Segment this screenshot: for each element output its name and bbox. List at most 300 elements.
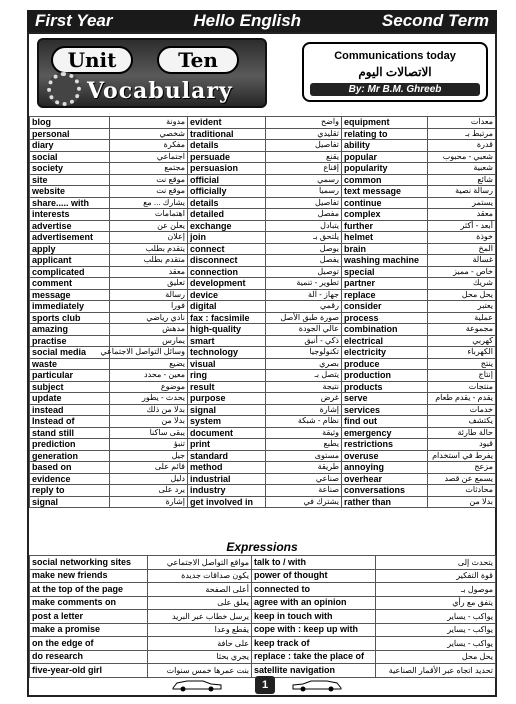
expression-row bbox=[30, 596, 496, 610]
expression-row bbox=[30, 637, 496, 651]
english-word: common bbox=[342, 174, 428, 186]
english-word: subject bbox=[30, 381, 110, 393]
arabic-meaning: حالة طارئة bbox=[428, 427, 496, 439]
expression-text: five-year-old girl bbox=[30, 664, 148, 678]
top-banner bbox=[27, 10, 497, 32]
vocab-row bbox=[30, 485, 496, 497]
english-word: popularity bbox=[342, 163, 428, 175]
english-word: further bbox=[342, 220, 428, 232]
vocab-row bbox=[30, 266, 496, 278]
arabic-meaning: يقدم - يقدم طعام bbox=[428, 393, 496, 405]
english-word: method bbox=[188, 462, 266, 474]
english-word: products bbox=[342, 381, 428, 393]
vocab-row bbox=[30, 335, 496, 347]
english-word: message bbox=[30, 289, 110, 301]
vocab-row bbox=[30, 197, 496, 209]
arabic-meaning: غرض bbox=[266, 393, 342, 405]
expression-text: connected to bbox=[252, 583, 376, 597]
expression-meaning: يعلق على bbox=[148, 596, 252, 610]
topic-box bbox=[302, 42, 488, 102]
english-word: get involved in bbox=[188, 496, 266, 508]
arabic-meaning: يتقدم بطلب bbox=[110, 243, 188, 255]
english-word: print bbox=[188, 439, 266, 451]
english-word: development bbox=[188, 278, 266, 290]
arabic-meaning: يطبع bbox=[266, 439, 342, 451]
vocab-row bbox=[30, 312, 496, 324]
arabic-meaning: مدهش bbox=[110, 324, 188, 336]
english-word: system bbox=[188, 416, 266, 428]
expression-text: agree with an opinion bbox=[252, 596, 376, 610]
english-word: officially bbox=[188, 186, 266, 198]
arabic-meaning: مرتبط بـ bbox=[428, 128, 496, 140]
expression-meaning: يجري بحثا bbox=[148, 650, 252, 664]
english-word: social bbox=[30, 151, 110, 163]
expression-text: keep track of bbox=[252, 637, 376, 651]
arabic-meaning: يكتشف bbox=[428, 416, 496, 428]
english-word: helmet bbox=[342, 232, 428, 244]
vocab-row bbox=[30, 439, 496, 451]
english-word: electricity bbox=[342, 347, 428, 359]
vocab-row bbox=[30, 404, 496, 416]
expression-text: replace : take the place of bbox=[252, 650, 376, 664]
arabic-meaning: معقد bbox=[428, 209, 496, 221]
topic-title-ar: الاتصالات اليوم bbox=[358, 65, 432, 79]
english-word: based on bbox=[30, 462, 110, 474]
arabic-meaning: مستوى bbox=[266, 450, 342, 462]
english-word: sports club bbox=[30, 312, 110, 324]
arabic-meaning: إشارة bbox=[266, 404, 342, 416]
vocab-row bbox=[30, 151, 496, 163]
english-word: digital bbox=[188, 301, 266, 313]
arabic-meaning: قدرة bbox=[428, 140, 496, 152]
english-word: find out bbox=[342, 416, 428, 428]
english-word: generation bbox=[30, 450, 110, 462]
expression-meaning: يحل محل bbox=[376, 650, 496, 664]
arabic-meaning: صناعة bbox=[266, 485, 342, 497]
vocab-row bbox=[30, 347, 496, 359]
english-word: electrical bbox=[342, 335, 428, 347]
english-word: diary bbox=[30, 140, 110, 152]
arabic-meaning: رقمي bbox=[266, 301, 342, 313]
arabic-meaning: موقع نت bbox=[110, 174, 188, 186]
expression-row bbox=[30, 623, 496, 637]
english-word: instead bbox=[30, 404, 110, 416]
english-word: connect bbox=[188, 243, 266, 255]
english-word: ring bbox=[188, 370, 266, 382]
english-word: technology bbox=[188, 347, 266, 359]
arabic-meaning: دليل bbox=[110, 473, 188, 485]
arabic-meaning: فورا bbox=[110, 301, 188, 313]
english-word: persuade bbox=[188, 151, 266, 163]
arabic-meaning: إعلان bbox=[110, 232, 188, 244]
english-word: serve bbox=[342, 393, 428, 405]
english-word: disconnect bbox=[188, 255, 266, 267]
english-word: evidence bbox=[30, 473, 110, 485]
arabic-meaning: تقليدي bbox=[266, 128, 342, 140]
english-word: applicant bbox=[30, 255, 110, 267]
english-word: interests bbox=[30, 209, 110, 221]
arabic-meaning: محادثات bbox=[428, 485, 496, 497]
arabic-meaning: خاص - مميز bbox=[428, 266, 496, 278]
car-icon bbox=[291, 678, 343, 692]
english-word: exchange bbox=[188, 220, 266, 232]
expression-meaning: مواقع التواصل الاجتماعي bbox=[148, 556, 252, 570]
vocab-row bbox=[30, 393, 496, 405]
english-word: social media bbox=[30, 347, 110, 359]
english-word: partner bbox=[342, 278, 428, 290]
arabic-meaning: جيل bbox=[110, 450, 188, 462]
arabic-meaning: خوذة bbox=[428, 232, 496, 244]
arabic-meaning: بصري bbox=[266, 358, 342, 370]
english-word: rather than bbox=[342, 496, 428, 508]
expression-text: make a promise bbox=[30, 623, 148, 637]
arabic-meaning: معين - محدد bbox=[110, 370, 188, 382]
arabic-meaning: بدلا من bbox=[110, 416, 188, 428]
expression-text: talk to / with bbox=[252, 556, 376, 570]
english-word: process bbox=[342, 312, 428, 324]
arabic-meaning: واضح bbox=[266, 117, 342, 129]
vocab-row bbox=[30, 370, 496, 382]
arabic-meaning: طريقة bbox=[266, 462, 342, 474]
english-word: traditional bbox=[188, 128, 266, 140]
arabic-meaning: صورة طبق الأصل bbox=[266, 312, 342, 324]
expression-meaning: قوة التفكير bbox=[376, 569, 496, 583]
arabic-meaning: بدلا من ذلك bbox=[110, 404, 188, 416]
arabic-meaning: خدمات bbox=[428, 404, 496, 416]
english-word: standard bbox=[188, 450, 266, 462]
arabic-meaning: رسالة bbox=[110, 289, 188, 301]
english-word: reply to bbox=[30, 485, 110, 497]
english-word: signal bbox=[30, 496, 110, 508]
english-word: practise bbox=[30, 335, 110, 347]
vocab-row bbox=[30, 278, 496, 290]
arabic-meaning: يمارس bbox=[110, 335, 188, 347]
english-word: services bbox=[342, 404, 428, 416]
topic-title-en: Communications today bbox=[334, 50, 456, 62]
english-word: details bbox=[188, 140, 266, 152]
expression-text: make new friends bbox=[30, 569, 148, 583]
english-word: popular bbox=[342, 151, 428, 163]
arabic-meaning: يلتحق بـ bbox=[266, 232, 342, 244]
arabic-meaning: إشارة bbox=[110, 496, 188, 508]
arabic-meaning: شخصي bbox=[110, 128, 188, 140]
vocab-row bbox=[30, 496, 496, 508]
arabic-meaning: نتيجة bbox=[266, 381, 342, 393]
arabic-meaning: جهاز - آلة bbox=[266, 289, 342, 301]
english-word: evident bbox=[188, 117, 266, 129]
arabic-meaning: أبعد - أكثر bbox=[428, 220, 496, 232]
arabic-meaning: بدلا من bbox=[428, 496, 496, 508]
english-word: ability bbox=[342, 140, 428, 152]
vocab-row bbox=[30, 117, 496, 129]
arabic-meaning: يبقى ساكنا bbox=[110, 427, 188, 439]
english-word: conversations bbox=[342, 485, 428, 497]
english-word: purpose bbox=[188, 393, 266, 405]
arabic-meaning: ينتج bbox=[428, 358, 496, 370]
expression-meaning: يواكب - يساير bbox=[376, 637, 496, 651]
english-word: production bbox=[342, 370, 428, 382]
vocab-row bbox=[30, 381, 496, 393]
arabic-meaning: وسائل التواصل الاجتماعي bbox=[110, 347, 188, 359]
english-word: replace bbox=[342, 289, 428, 301]
arabic-meaning: اهتمامات bbox=[110, 209, 188, 221]
arabic-meaning: معقد bbox=[110, 266, 188, 278]
expression-text: at the top of the page bbox=[30, 583, 148, 597]
english-word: personal bbox=[30, 128, 110, 140]
english-word: details bbox=[188, 197, 266, 209]
english-word: fax : facsimile bbox=[188, 312, 266, 324]
vocab-row bbox=[30, 186, 496, 198]
expression-meaning: أعلى الصفحة bbox=[148, 583, 252, 597]
banner-book-title: Hello English bbox=[193, 11, 302, 30]
arabic-meaning: إقناع bbox=[266, 163, 342, 175]
arabic-meaning: نادي رياضي bbox=[110, 312, 188, 324]
english-word: produce bbox=[342, 358, 428, 370]
english-word: brain bbox=[342, 243, 428, 255]
expression-meaning: يتحدث إلى bbox=[376, 556, 496, 570]
arabic-meaning: عملية bbox=[428, 312, 496, 324]
expressions-heading: Expressions bbox=[226, 540, 298, 554]
arabic-meaning: مفصل bbox=[266, 209, 342, 221]
vocab-row bbox=[30, 416, 496, 428]
vocab-row bbox=[30, 128, 496, 140]
expression-row bbox=[30, 583, 496, 597]
expression-row bbox=[30, 664, 496, 678]
vocab-row bbox=[30, 450, 496, 462]
english-word: apply bbox=[30, 243, 110, 255]
arabic-meaning: شريك bbox=[428, 278, 496, 290]
expression-meaning: يتفق مع رأي bbox=[376, 596, 496, 610]
english-word: detailed bbox=[188, 209, 266, 221]
arabic-meaning: غسالة bbox=[428, 255, 496, 267]
english-word: overhear bbox=[342, 473, 428, 485]
english-word: advertise bbox=[30, 220, 110, 232]
arabic-meaning: عالي الجودة bbox=[266, 324, 342, 336]
arabic-meaning: توصيل bbox=[266, 266, 342, 278]
arabic-meaning: شائع bbox=[428, 174, 496, 186]
expression-text: cope with : keep up with bbox=[252, 623, 376, 637]
english-word: washing machine bbox=[342, 255, 428, 267]
expression-meaning: يكون صداقات جديدة bbox=[148, 569, 252, 583]
arabic-meaning: الكهرباء bbox=[428, 347, 496, 359]
expression-meaning: تحديد اتجاه عبر الأقمار الصناعية bbox=[376, 664, 496, 678]
arabic-meaning: تفاصيل bbox=[266, 197, 342, 209]
arabic-meaning: يسمع عن قصد bbox=[428, 473, 496, 485]
english-word: complex bbox=[342, 209, 428, 221]
expression-text: post a letter bbox=[30, 610, 148, 624]
english-word: join bbox=[188, 232, 266, 244]
arabic-meaning: تنبؤ bbox=[110, 439, 188, 451]
english-word: stand still bbox=[30, 427, 110, 439]
car-icon bbox=[171, 678, 223, 692]
vocab-row bbox=[30, 427, 496, 439]
expression-meaning: على حافة bbox=[148, 637, 252, 651]
unit-badge bbox=[37, 38, 267, 108]
english-word: result bbox=[188, 381, 266, 393]
arabic-meaning: اجتماعي bbox=[110, 151, 188, 163]
english-word: smart bbox=[188, 335, 266, 347]
english-word: website bbox=[30, 186, 110, 198]
expression-text: on the edge of bbox=[30, 637, 148, 651]
english-word: society bbox=[30, 163, 110, 175]
arabic-meaning: تطوير - تنمية bbox=[266, 278, 342, 290]
unit-label: Unit bbox=[51, 46, 133, 74]
arabic-meaning: يرد على bbox=[110, 485, 188, 497]
vocab-row bbox=[30, 255, 496, 267]
english-word: persuasion bbox=[188, 163, 266, 175]
expression-text: satellite navigation bbox=[252, 664, 376, 678]
arabic-meaning: رسميا bbox=[266, 186, 342, 198]
vocab-row bbox=[30, 163, 496, 175]
arabic-meaning: متقدم بطلب bbox=[110, 255, 188, 267]
arabic-meaning: ذكي - أنيق bbox=[266, 335, 342, 347]
expression-meaning: يقطع وعدا bbox=[148, 623, 252, 637]
english-word: document bbox=[188, 427, 266, 439]
english-word: blog bbox=[30, 117, 110, 129]
arabic-meaning: يعلن عن bbox=[110, 220, 188, 232]
english-word: continue bbox=[342, 197, 428, 209]
arabic-meaning: صناعي bbox=[266, 473, 342, 485]
vocab-row bbox=[30, 324, 496, 336]
author-line: By: Mr B.M. Ghreeb bbox=[310, 83, 480, 96]
arabic-meaning: يقنع bbox=[266, 151, 342, 163]
arabic-meaning: يضيع bbox=[110, 358, 188, 370]
english-word: emergency bbox=[342, 427, 428, 439]
unit-header bbox=[29, 34, 495, 110]
english-word: consider bbox=[342, 301, 428, 313]
expression-meaning: موصول بـ bbox=[376, 583, 496, 597]
expression-text: keep in touch with bbox=[252, 610, 376, 624]
english-word: official bbox=[188, 174, 266, 186]
arabic-meaning: موضوع bbox=[110, 381, 188, 393]
arabic-meaning: منتجات bbox=[428, 381, 496, 393]
arabic-meaning: يشارك ... مع bbox=[110, 197, 188, 209]
expression-text: make comments on bbox=[30, 596, 148, 610]
vocab-row bbox=[30, 301, 496, 313]
arabic-meaning: يستمر bbox=[428, 197, 496, 209]
english-word: special bbox=[342, 266, 428, 278]
arabic-meaning: يحدث - يطور bbox=[110, 393, 188, 405]
expression-meaning: يواكب - يساير bbox=[376, 610, 496, 624]
expression-row bbox=[30, 556, 496, 570]
arabic-meaning: نظام - شبكة bbox=[266, 416, 342, 428]
english-word: update bbox=[30, 393, 110, 405]
english-word: amazing bbox=[30, 324, 110, 336]
english-word: text message bbox=[342, 186, 428, 198]
english-word: complicated bbox=[30, 266, 110, 278]
arabic-meaning: يحل محل bbox=[428, 289, 496, 301]
arabic-meaning: مجموعة bbox=[428, 324, 496, 336]
vocab-row bbox=[30, 174, 496, 186]
english-word: signal bbox=[188, 404, 266, 416]
vocab-row bbox=[30, 140, 496, 152]
expression-meaning: بنت عمرها خمس سنوات bbox=[148, 664, 252, 678]
english-word: annoying bbox=[342, 462, 428, 474]
english-word: prediction bbox=[30, 439, 110, 451]
expression-text: do research bbox=[30, 650, 148, 664]
arabic-meaning: معدات bbox=[428, 117, 496, 129]
english-word: advertisement bbox=[30, 232, 110, 244]
expression-row bbox=[30, 610, 496, 624]
arabic-meaning: مجتمع bbox=[110, 163, 188, 175]
expression-meaning: يواكب - يساير bbox=[376, 623, 496, 637]
page-number: 1 bbox=[255, 676, 275, 694]
english-word: waste bbox=[30, 358, 110, 370]
page-footer bbox=[29, 676, 495, 696]
gear-icon bbox=[47, 72, 81, 106]
arabic-meaning: وثيقة bbox=[266, 427, 342, 439]
arabic-meaning: المخ bbox=[428, 243, 496, 255]
arabic-meaning: رسالة نصية bbox=[428, 186, 496, 198]
arabic-meaning: شعبي - محبوب bbox=[428, 151, 496, 163]
arabic-meaning: إنتاج bbox=[428, 370, 496, 382]
arabic-meaning: تكنولوجيا bbox=[266, 347, 342, 359]
english-word: combination bbox=[342, 324, 428, 336]
arabic-meaning: موقع نت bbox=[110, 186, 188, 198]
english-word: relating to bbox=[342, 128, 428, 140]
expression-meaning: يرسل خطاب عبر البريد bbox=[148, 610, 252, 624]
english-word: comment bbox=[30, 278, 110, 290]
arabic-meaning: يفصل bbox=[266, 255, 342, 267]
english-word: industrial bbox=[188, 473, 266, 485]
vocab-row bbox=[30, 209, 496, 221]
english-word: industry bbox=[188, 485, 266, 497]
english-word: particular bbox=[30, 370, 110, 382]
unit-number: Ten bbox=[157, 46, 239, 74]
english-word: site bbox=[30, 174, 110, 186]
vocab-row bbox=[30, 220, 496, 232]
english-word: visual bbox=[188, 358, 266, 370]
english-word: device bbox=[188, 289, 266, 301]
vocabulary-heading: Vocabulary bbox=[87, 78, 233, 104]
expression-row bbox=[30, 569, 496, 583]
arabic-meaning: قائم على bbox=[110, 462, 188, 474]
expression-row bbox=[30, 650, 496, 664]
arabic-meaning: يعتبر bbox=[428, 301, 496, 313]
arabic-meaning: يوصل bbox=[266, 243, 342, 255]
expressions-table bbox=[29, 555, 496, 678]
english-word: equipment bbox=[342, 117, 428, 129]
arabic-meaning: يتصل بـ bbox=[266, 370, 342, 382]
english-word: high-quality bbox=[188, 324, 266, 336]
english-word: Instead of bbox=[30, 416, 110, 428]
english-word: share..... with bbox=[30, 197, 110, 209]
english-word: immediately bbox=[30, 301, 110, 313]
arabic-meaning: يشترك في bbox=[266, 496, 342, 508]
expression-text: social networking sites bbox=[30, 556, 148, 570]
vocab-row bbox=[30, 232, 496, 244]
arabic-meaning: رسمي bbox=[266, 174, 342, 186]
vocab-row bbox=[30, 243, 496, 255]
vocab-row bbox=[30, 473, 496, 485]
arabic-meaning: مزعج bbox=[428, 462, 496, 474]
arabic-meaning: قيود bbox=[428, 439, 496, 451]
arabic-meaning: مفكرة bbox=[110, 140, 188, 152]
arabic-meaning: شعبية bbox=[428, 163, 496, 175]
arabic-meaning: تعليق bbox=[110, 278, 188, 290]
vocab-row bbox=[30, 462, 496, 474]
vocabulary-table bbox=[29, 116, 496, 508]
arabic-meaning: يفرط في استخدام bbox=[428, 450, 496, 462]
banner-term: Second Term bbox=[381, 11, 489, 30]
arabic-meaning: مدونة bbox=[110, 117, 188, 129]
expression-text: power of thought bbox=[252, 569, 376, 583]
arabic-meaning: تفاصيل bbox=[266, 140, 342, 152]
vocab-row bbox=[30, 358, 496, 370]
banner-year: First Year bbox=[35, 11, 113, 30]
english-word: restrictions bbox=[342, 439, 428, 451]
vocab-row bbox=[30, 289, 496, 301]
